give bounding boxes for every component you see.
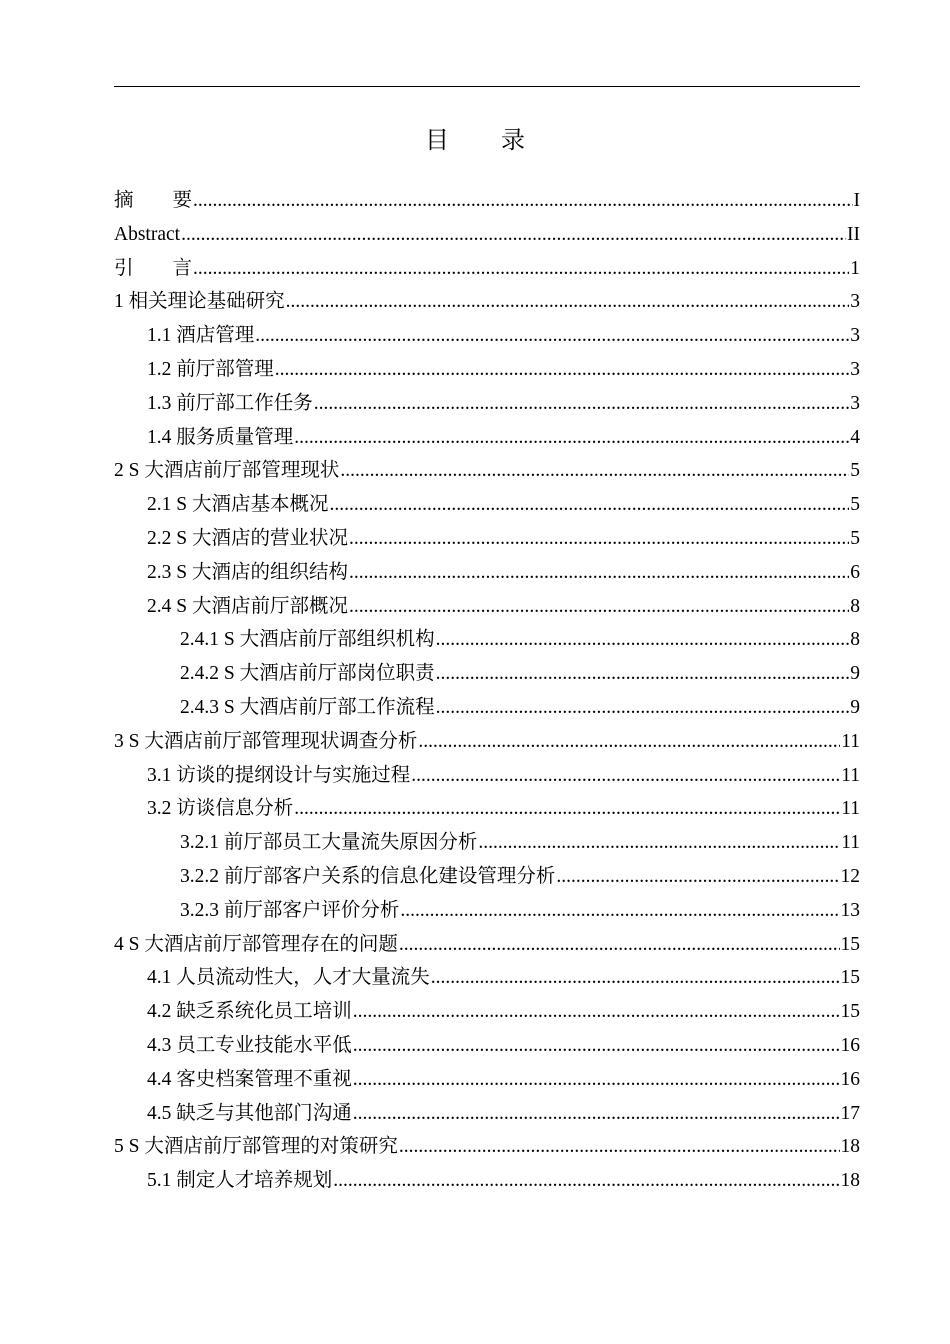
toc-entry[interactable] <box>114 691 860 725</box>
toc-page-number: 4 <box>850 426 860 448</box>
toc-entry-text: 1.3 前厅部工作任务 <box>147 392 313 414</box>
toc-entry-text: 1.4 服务质量管理 <box>147 426 294 448</box>
toc-dot-leader <box>400 894 839 928</box>
toc-entry-text: 4.2 缺乏系统化员工培训 <box>147 1001 352 1023</box>
toc-page-number: 11 <box>841 730 860 752</box>
toc-dot-leader <box>399 928 840 962</box>
toc-page-number: 15 <box>840 1001 860 1023</box>
toc-dot-leader <box>349 522 849 556</box>
toc-entry[interactable] <box>114 826 860 860</box>
toc-entry[interactable] <box>114 556 860 590</box>
toc-entry-text: 3.2 访谈信息分析 <box>147 798 294 820</box>
toc-dot-leader <box>353 995 840 1029</box>
toc-entry-text: Abstract <box>114 223 181 245</box>
toc-page-number: 6 <box>850 561 860 583</box>
toc-dot-leader <box>329 488 849 522</box>
toc-entry-text: 2.4 S 大酒店前厅部概况 <box>147 595 348 617</box>
toc-dot-leader <box>399 1130 840 1164</box>
toc-dot-leader <box>353 1097 840 1131</box>
toc-entry-text: 4.3 员工专业技能水平低 <box>147 1034 352 1056</box>
toc-dot-leader <box>275 353 849 387</box>
toc-entry[interactable] <box>114 623 860 657</box>
toc-page-number: 13 <box>840 899 860 921</box>
toc-entry-text: 2.4.2 S 大酒店前厅部岗位职责 <box>180 663 435 685</box>
toc-page-number: 3 <box>850 291 860 313</box>
toc-entry-text: 3.2.3 前厅部客户评价分析 <box>180 899 400 921</box>
toc-dot-leader <box>333 1164 839 1198</box>
toc-entry[interactable] <box>114 725 860 759</box>
toc-entry-text: 4 S 大酒店前厅部管理存在的问题 <box>114 933 398 955</box>
toc-title-right: 录 <box>501 126 525 154</box>
toc-page-number: 15 <box>840 933 860 955</box>
toc-entry-text: 2.2 S 大酒店的营业状况 <box>147 527 348 549</box>
toc-dot-leader <box>436 657 850 691</box>
toc-entry-text: 2.4.1 S 大酒店前厅部组织机构 <box>180 629 435 651</box>
toc-entry-text: 4.5 缺乏与其他部门沟通 <box>147 1102 352 1124</box>
toc-page-number: 11 <box>841 832 860 854</box>
toc-entry[interactable] <box>114 860 860 894</box>
toc-dot-leader <box>436 691 850 725</box>
toc-dot-leader <box>255 319 849 353</box>
toc-entry[interactable] <box>114 1029 860 1063</box>
toc-page-number: 8 <box>850 629 860 651</box>
toc-page-number: 16 <box>840 1034 860 1056</box>
toc-dot-leader <box>294 421 849 455</box>
toc-page-number: I <box>853 190 860 211</box>
toc-dot-leader <box>353 1029 840 1063</box>
toc-entry[interactable] <box>114 894 860 928</box>
toc-entry[interactable] <box>114 995 860 1029</box>
toc-page-number: 17 <box>840 1102 860 1124</box>
toc-entry-text: 2 S 大酒店前厅部管理现状 <box>114 460 340 482</box>
toc-entry[interactable] <box>114 353 860 387</box>
toc-page-number: II <box>847 223 860 245</box>
toc-entry[interactable] <box>114 285 860 319</box>
toc-entry-text: 3.2.1 前厅部员工大量流失原因分析 <box>180 832 478 854</box>
toc-page-number: 15 <box>840 967 860 989</box>
toc-page-number: 18 <box>840 1170 860 1192</box>
toc-entry-text: 2.3 S 大酒店的组织结构 <box>147 561 348 583</box>
toc-entry[interactable] <box>114 657 860 691</box>
toc-entry-text: 引 言 <box>114 257 193 279</box>
toc-dot-leader <box>431 961 840 995</box>
toc-entry-text: 5 S 大酒店前厅部管理的对策研究 <box>114 1136 398 1158</box>
toc-page-number: 5 <box>850 527 860 549</box>
toc-list <box>114 184 860 1198</box>
toc-page-number: 1 <box>850 257 860 279</box>
toc-page-number: 12 <box>840 865 860 887</box>
toc-page-number: 9 <box>850 696 860 718</box>
toc-entry-text: 1.2 前厅部管理 <box>147 358 274 380</box>
toc-entry[interactable] <box>114 421 860 455</box>
toc-entry[interactable] <box>114 590 860 624</box>
toc-entry-text: 4.1 人员流动性大，人才大量流失 <box>147 967 430 989</box>
toc-dot-leader <box>349 556 849 590</box>
toc-entry-text: 2.4.3 S 大酒店前厅部工作流程 <box>180 696 435 718</box>
toc-entry[interactable] <box>114 218 860 252</box>
toc-page-number: 5 <box>850 460 860 482</box>
toc-entry[interactable] <box>114 387 860 421</box>
toc-entry[interactable] <box>114 961 860 995</box>
toc-entry[interactable] <box>114 252 860 286</box>
toc-dot-leader <box>193 252 849 286</box>
toc-dot-leader <box>314 387 849 421</box>
toc-page-number: 11 <box>841 798 860 820</box>
toc-entry[interactable] <box>114 1063 860 1097</box>
toc-entry[interactable] <box>114 319 860 353</box>
toc-entry[interactable] <box>114 1130 860 1164</box>
toc-dot-leader <box>286 285 850 319</box>
toc-dot-leader <box>353 1063 840 1097</box>
toc-title <box>0 124 950 156</box>
toc-entry-text: 1 相关理论基础研究 <box>114 291 285 313</box>
toc-page-number: 18 <box>840 1136 860 1158</box>
toc-entry[interactable] <box>114 488 860 522</box>
toc-entry[interactable] <box>114 1164 860 1198</box>
toc-entry[interactable] <box>114 1097 860 1131</box>
toc-page-number: 5 <box>850 494 860 516</box>
toc-entry-text: 3 S 大酒店前厅部管理现状调查分析 <box>114 730 418 752</box>
header-rule <box>114 86 860 87</box>
toc-dot-leader <box>436 623 850 657</box>
toc-title-left: 目 <box>425 126 449 154</box>
toc-page-number: 3 <box>850 392 860 414</box>
toc-entry[interactable] <box>114 759 860 793</box>
toc-entry-text: 1.1 酒店管理 <box>147 325 255 347</box>
toc-entry-text: 3.1 访谈的提纲设计与实施过程 <box>147 764 411 786</box>
toc-dot-leader <box>411 759 840 793</box>
toc-dot-leader <box>340 454 849 488</box>
toc-entry[interactable] <box>114 522 860 556</box>
toc-page-number: 3 <box>850 325 860 347</box>
toc-dot-leader <box>478 826 840 860</box>
toc-entry-text: 4.4 客史档案管理不重视 <box>147 1068 352 1090</box>
toc-entry[interactable] <box>114 184 860 218</box>
toc-entry-text: 3.2.2 前厅部客户关系的信息化建设管理分析 <box>180 865 556 887</box>
toc-page-number: 8 <box>850 595 860 617</box>
toc-dot-leader <box>181 218 846 252</box>
toc-page-number: 3 <box>850 358 860 380</box>
toc-entry[interactable] <box>114 792 860 826</box>
toc-entry[interactable] <box>114 454 860 488</box>
toc-entry-text: 5.1 制定人才培养规划 <box>147 1170 333 1192</box>
toc-dot-leader <box>556 860 839 894</box>
toc-dot-leader <box>193 184 852 218</box>
toc-dot-leader <box>418 725 840 759</box>
toc-dot-leader <box>349 590 849 624</box>
toc-page-number: 16 <box>840 1068 860 1090</box>
toc-entry[interactable] <box>114 928 860 962</box>
toc-page-number: 9 <box>850 663 860 685</box>
toc-dot-leader <box>294 792 840 826</box>
toc-page-number: 11 <box>841 764 860 786</box>
toc-entry-text: 摘 要 <box>114 190 193 211</box>
toc-entry-text: 2.1 S 大酒店基本概况 <box>147 494 329 516</box>
